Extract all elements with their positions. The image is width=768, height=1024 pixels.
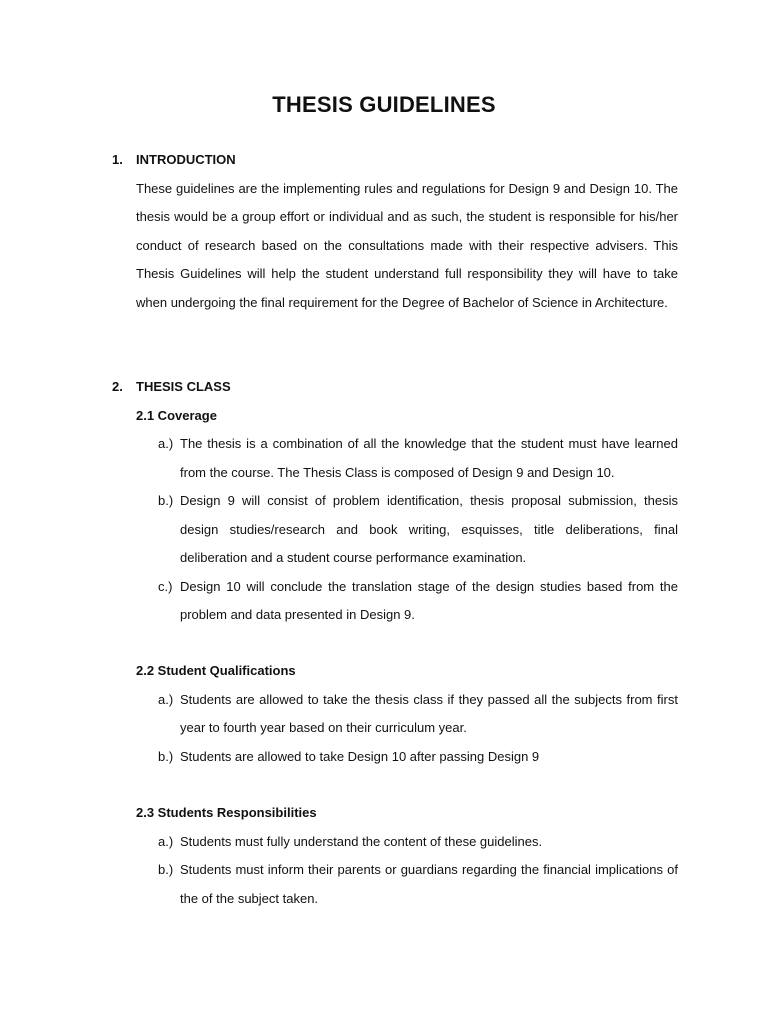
introduction-paragraph: These guidelines are the implementing rules and regulations for Design 9 and Design 10. The thesis would be a group effort or individual and as such, the student is responsible for his/her conduct of research based on the consultations made with their respective advisers. This Thesis Guidelines will help the student understand full responsibility they will have to take when undergoing the final requirement for the Degree of Bachelor of Science in Architecture. bbox=[136, 180, 678, 310]
section-heading bbox=[112, 373, 678, 402]
section-heading-text: INTRODUCTION bbox=[136, 152, 236, 167]
subsection-heading: 2.3 Students Responsibilities bbox=[136, 805, 317, 820]
list-marker: a.) bbox=[158, 691, 174, 707]
section-heading bbox=[112, 146, 678, 175]
document-title: THESIS GUIDELINES bbox=[272, 92, 496, 117]
list-marker: a.) bbox=[158, 833, 174, 849]
subsection-heading: 2.2 Student Qualifications bbox=[136, 663, 296, 678]
subsection-heading-coverage: 2.1 Coverage bbox=[136, 407, 217, 423]
section-introduction bbox=[112, 146, 678, 317]
list-item-text: Design 9 will consist of problem identification, thesis proposal submission, thesis design studies/research and book writing, esquisses, title deliberations, final deliberation and a student course performance examination. bbox=[180, 493, 678, 565]
list-marker: b.) bbox=[158, 862, 174, 877]
list-item-text: Students are allowed to take the thesis class if they passed all the subjects from first year to fourth year based on their curriculum year. bbox=[180, 691, 678, 735]
list-item bbox=[158, 686, 678, 743]
list-item bbox=[158, 573, 678, 630]
section-heading-text: THESIS CLASS bbox=[136, 379, 231, 394]
section-number: 2. bbox=[112, 379, 123, 394]
list-item-text: The thesis is a combination of all the knowledge that the student must have learned from the course. The Thesis Class is composed of Design 9 and Design 10. bbox=[180, 436, 678, 480]
list-item-text: Students must inform their parents or guardians regarding the financial implications of the of the subject taken. bbox=[180, 862, 678, 906]
list-item bbox=[158, 487, 678, 573]
list-marker: b.) bbox=[158, 493, 174, 508]
subsection-students-responsibilities bbox=[112, 799, 678, 913]
list-item bbox=[158, 743, 678, 772]
list-marker: a.) bbox=[158, 436, 174, 451]
list-item-text: Students are allowed to take Design 10 after passing Design 9 bbox=[180, 748, 540, 764]
subsection-student-qualifications bbox=[112, 657, 678, 771]
list-marker: c.) bbox=[158, 578, 173, 594]
list-item-text: Students must fully understand the content of these guidelines. bbox=[180, 833, 543, 849]
list-item-text: Design 10 will conclude the translation stage of the design studies based from the problem and data presented in Design 9. bbox=[180, 578, 678, 622]
list-item bbox=[158, 828, 678, 857]
list-item bbox=[158, 430, 678, 487]
list-marker: b.) bbox=[158, 748, 174, 764]
section-number: 1. bbox=[112, 152, 123, 167]
section-thesis-class bbox=[112, 373, 678, 630]
list-item bbox=[158, 856, 678, 913]
